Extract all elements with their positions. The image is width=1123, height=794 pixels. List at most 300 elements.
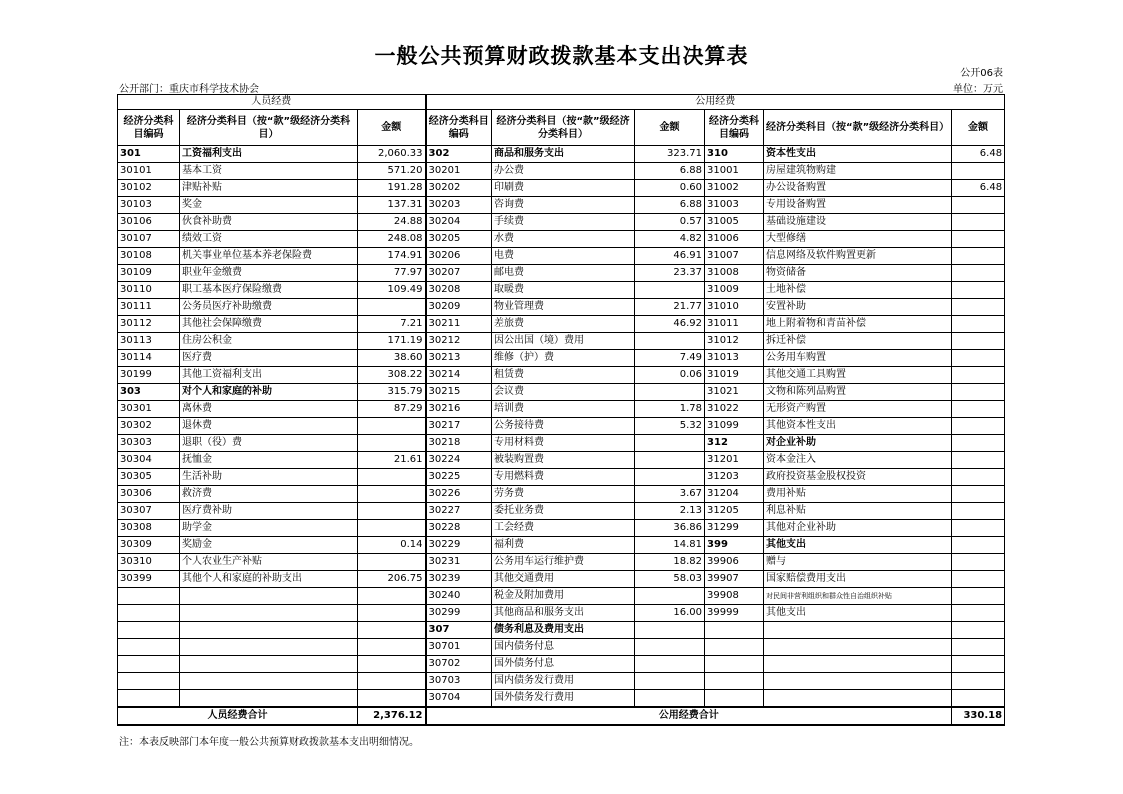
cell-name: 其他交通费用 xyxy=(492,571,635,588)
cell-amount xyxy=(952,282,1005,299)
cell-amount: 6.88 xyxy=(635,197,705,214)
cell-code: 30227 xyxy=(426,503,492,520)
table-row xyxy=(118,418,1005,435)
cell-amount: 6.48 xyxy=(952,146,1005,163)
cell-amount xyxy=(635,282,705,299)
table-row xyxy=(118,435,1005,452)
cell-amount: 23.37 xyxy=(635,265,705,282)
section-personnel: 人员经费 xyxy=(118,95,426,110)
table-row xyxy=(118,571,1005,588)
cell-name: 职工基本医疗保险缴费 xyxy=(180,282,358,299)
cell-code: 31007 xyxy=(705,248,764,265)
cell-amount xyxy=(952,622,1005,639)
table-row xyxy=(118,452,1005,469)
cell-name: 政府投资基金股权投资 xyxy=(764,469,952,486)
cell-code: 303 xyxy=(118,384,180,401)
cell-amount xyxy=(952,605,1005,622)
cell-code: 307 xyxy=(426,622,492,639)
table-row xyxy=(118,622,1005,639)
cell-name: 咨询费 xyxy=(492,197,635,214)
cell-code: 31022 xyxy=(705,401,764,418)
cell-code: 39908 xyxy=(705,588,764,605)
cell-amount: 21.61 xyxy=(358,452,426,469)
cell-code: 30306 xyxy=(118,486,180,503)
cell-amount xyxy=(952,656,1005,673)
cell-amount: 58.03 xyxy=(635,571,705,588)
table-row xyxy=(118,673,1005,690)
cell-name: 退职（役）费 xyxy=(180,435,358,452)
cell-code: 31001 xyxy=(705,163,764,180)
cell-amount xyxy=(358,469,426,486)
cell-code: 30208 xyxy=(426,282,492,299)
cell-amount xyxy=(952,418,1005,435)
cell-name: 公务接待费 xyxy=(492,418,635,435)
table-row xyxy=(118,605,1005,622)
cell-code: 30212 xyxy=(426,333,492,350)
cell-code: 30103 xyxy=(118,197,180,214)
cell-amount xyxy=(952,673,1005,690)
cell-code: 399 xyxy=(705,537,764,554)
cell-code: 31021 xyxy=(705,384,764,401)
cell-amount: 5.32 xyxy=(635,418,705,435)
cell-code: 30310 xyxy=(118,554,180,571)
cell-amount xyxy=(952,554,1005,571)
cell-name: 国内债务发行费用 xyxy=(492,673,635,690)
cell-code: 30239 xyxy=(426,571,492,588)
table-row xyxy=(118,537,1005,554)
cell-amount xyxy=(358,520,426,537)
footnote: 注：本表反映部门本年度一般公共预算财政拨款基本支出明细情况。 xyxy=(119,737,419,748)
col-code-header: 经济分类科目编码 xyxy=(118,110,180,146)
cell-code: 31299 xyxy=(705,520,764,537)
cell-amount xyxy=(358,605,426,622)
cell-code xyxy=(705,673,764,690)
cell-name: 其他工资福利支出 xyxy=(180,367,358,384)
cell-amount xyxy=(952,231,1005,248)
column-header-row xyxy=(118,110,1005,146)
cell-amount xyxy=(952,690,1005,708)
cell-code: 30204 xyxy=(426,214,492,231)
cell-amount xyxy=(952,537,1005,554)
cell-amount xyxy=(358,622,426,639)
cell-code: 30215 xyxy=(426,384,492,401)
cell-amount: 323.71 xyxy=(635,146,705,163)
cell-code: 30112 xyxy=(118,316,180,333)
cell-code: 30207 xyxy=(426,265,492,282)
cell-code: 30305 xyxy=(118,469,180,486)
cell-code: 30299 xyxy=(426,605,492,622)
cell-code: 30304 xyxy=(118,452,180,469)
cell-amount: 308.22 xyxy=(358,367,426,384)
cell-amount: 248.08 xyxy=(358,231,426,248)
cell-amount: 38.60 xyxy=(358,350,426,367)
cell-code: 39999 xyxy=(705,605,764,622)
table-row xyxy=(118,163,1005,180)
table-row xyxy=(118,639,1005,656)
cell-amount xyxy=(952,333,1005,350)
cell-name: 办公设备购置 xyxy=(764,180,952,197)
cell-code: 39906 xyxy=(705,554,764,571)
cell-name xyxy=(180,673,358,690)
cell-name: 国外债务付息 xyxy=(492,656,635,673)
cell-name: 国外债务发行费用 xyxy=(492,690,635,708)
cell-name: 对个人和家庭的补助 xyxy=(180,384,358,401)
cell-name: 职业年金缴费 xyxy=(180,265,358,282)
cell-name: 拆迁补偿 xyxy=(764,333,952,350)
cell-name: 奖金 xyxy=(180,197,358,214)
cell-name: 租赁费 xyxy=(492,367,635,384)
cell-amount: 14.81 xyxy=(635,537,705,554)
cell-code: 302 xyxy=(426,146,492,163)
cell-name: 公务员医疗补助缴费 xyxy=(180,299,358,316)
cell-amount: 2.13 xyxy=(635,503,705,520)
cell-code: 310 xyxy=(705,146,764,163)
cell-name: 专用材料费 xyxy=(492,435,635,452)
cell-amount: 21.77 xyxy=(635,299,705,316)
cell-name: 绩效工资 xyxy=(180,231,358,248)
cell-code: 30110 xyxy=(118,282,180,299)
cell-name: 因公出国（境）费用 xyxy=(492,333,635,350)
cell-amount xyxy=(952,367,1005,384)
cell-code: 30225 xyxy=(426,469,492,486)
cell-code: 30307 xyxy=(118,503,180,520)
cell-code: 30108 xyxy=(118,248,180,265)
cell-name: 办公费 xyxy=(492,163,635,180)
cell-amount: 191.28 xyxy=(358,180,426,197)
cell-name xyxy=(180,690,358,708)
cell-amount: 77.97 xyxy=(358,265,426,282)
table-row xyxy=(118,214,1005,231)
cell-code: 30703 xyxy=(426,673,492,690)
cell-amount xyxy=(635,435,705,452)
cell-name: 其他交通工具购置 xyxy=(764,367,952,384)
cell-name: 其他商品和服务支出 xyxy=(492,605,635,622)
cell-amount xyxy=(358,588,426,605)
table-body xyxy=(118,146,1005,708)
cell-code: 30229 xyxy=(426,537,492,554)
cell-name: 工资福利支出 xyxy=(180,146,358,163)
cell-amount: 36.86 xyxy=(635,520,705,537)
cell-name: 专用燃料费 xyxy=(492,469,635,486)
cell-name xyxy=(180,656,358,673)
cell-amount: 171.19 xyxy=(358,333,426,350)
cell-name: 电费 xyxy=(492,248,635,265)
cell-amount xyxy=(358,299,426,316)
cell-amount: 87.29 xyxy=(358,401,426,418)
cell-code: 30701 xyxy=(426,639,492,656)
cell-name: 国内债务付息 xyxy=(492,639,635,656)
cell-code xyxy=(118,588,180,605)
cell-name: 房屋建筑物购建 xyxy=(764,163,952,180)
cell-code xyxy=(118,673,180,690)
table-row xyxy=(118,367,1005,384)
cell-name: 个人农业生产补贴 xyxy=(180,554,358,571)
cell-code xyxy=(118,690,180,708)
cell-amount: 24.88 xyxy=(358,214,426,231)
cell-code: 30226 xyxy=(426,486,492,503)
cell-code: 30216 xyxy=(426,401,492,418)
cell-name: 津贴补贴 xyxy=(180,180,358,197)
cell-amount xyxy=(952,486,1005,503)
total-row xyxy=(118,707,1005,725)
table-row xyxy=(118,231,1005,248)
expenditure-table xyxy=(117,94,1005,726)
table-row xyxy=(118,384,1005,401)
cell-name: 邮电费 xyxy=(492,265,635,282)
col-amount-header: 金额 xyxy=(358,110,426,146)
cell-code: 30107 xyxy=(118,231,180,248)
cell-code: 31003 xyxy=(705,197,764,214)
cell-amount: 206.75 xyxy=(358,571,426,588)
cell-amount xyxy=(952,520,1005,537)
total-public-label: 公用经费合计 xyxy=(426,707,952,725)
cell-code: 30206 xyxy=(426,248,492,265)
cell-amount: 109.49 xyxy=(358,282,426,299)
cell-code xyxy=(118,622,180,639)
cell-name: 委托业务费 xyxy=(492,503,635,520)
cell-code: 30228 xyxy=(426,520,492,537)
cell-code: 30240 xyxy=(426,588,492,605)
cell-name: 退休费 xyxy=(180,418,358,435)
cell-name xyxy=(764,622,952,639)
cell-name: 医疗费 xyxy=(180,350,358,367)
cell-name: 公务用车购置 xyxy=(764,350,952,367)
cell-amount: 7.21 xyxy=(358,316,426,333)
table-row xyxy=(118,180,1005,197)
table-row xyxy=(118,146,1005,163)
cell-amount: 18.82 xyxy=(635,554,705,571)
cell-name: 维修（护）费 xyxy=(492,350,635,367)
cell-name: 水费 xyxy=(492,231,635,248)
cell-name: 劳务费 xyxy=(492,486,635,503)
cell-name: 利息补贴 xyxy=(764,503,952,520)
cell-name: 助学金 xyxy=(180,520,358,537)
cell-amount xyxy=(635,656,705,673)
cell-name: 住房公积金 xyxy=(180,333,358,350)
cell-code: 30303 xyxy=(118,435,180,452)
cell-name xyxy=(764,656,952,673)
cell-amount xyxy=(952,197,1005,214)
cell-name: 对企业补助 xyxy=(764,435,952,452)
cell-name: 资本金注入 xyxy=(764,452,952,469)
cell-code: 31203 xyxy=(705,469,764,486)
cell-amount xyxy=(635,673,705,690)
cell-amount xyxy=(635,690,705,708)
cell-amount xyxy=(952,639,1005,656)
cell-name: 地上附着物和青苗补偿 xyxy=(764,316,952,333)
cell-code xyxy=(705,690,764,708)
cell-amount xyxy=(952,588,1005,605)
cell-code: 30113 xyxy=(118,333,180,350)
cell-name: 其他支出 xyxy=(764,537,952,554)
cell-name: 文物和陈列品购置 xyxy=(764,384,952,401)
cell-code xyxy=(118,656,180,673)
cell-code: 31019 xyxy=(705,367,764,384)
cell-amount: 6.88 xyxy=(635,163,705,180)
cell-name: 其他社会保障缴费 xyxy=(180,316,358,333)
cell-amount: 174.91 xyxy=(358,248,426,265)
cell-name xyxy=(764,690,952,708)
page-title: 一般公共预算财政拨款基本支出决算表 xyxy=(374,43,749,68)
cell-amount: 7.49 xyxy=(635,350,705,367)
cell-code: 30231 xyxy=(426,554,492,571)
cell-name: 安置补助 xyxy=(764,299,952,316)
table-row xyxy=(118,333,1005,350)
cell-name: 专用设备购置 xyxy=(764,197,952,214)
cell-name: 土地补偿 xyxy=(764,282,952,299)
section-public: 公用经费 xyxy=(426,95,1005,110)
table-row xyxy=(118,282,1005,299)
cell-code: 31099 xyxy=(705,418,764,435)
cell-code: 30218 xyxy=(426,435,492,452)
cell-amount: 0.57 xyxy=(635,214,705,231)
cell-code: 312 xyxy=(705,435,764,452)
cell-amount: 46.92 xyxy=(635,316,705,333)
cell-code: 30704 xyxy=(426,690,492,708)
col-code-header: 经济分类科目编码 xyxy=(705,110,764,146)
cell-name: 印刷费 xyxy=(492,180,635,197)
cell-amount: 315.79 xyxy=(358,384,426,401)
table-row xyxy=(118,690,1005,708)
cell-amount: 46.91 xyxy=(635,248,705,265)
cell-name: 手续费 xyxy=(492,214,635,231)
cell-amount xyxy=(952,214,1005,231)
col-amount-header: 金额 xyxy=(952,110,1005,146)
cell-code: 30106 xyxy=(118,214,180,231)
cell-amount xyxy=(358,639,426,656)
cell-amount xyxy=(358,486,426,503)
cell-amount xyxy=(952,452,1005,469)
cell-name: 其他支出 xyxy=(764,605,952,622)
table-row xyxy=(118,520,1005,537)
cell-amount xyxy=(952,265,1005,282)
cell-amount xyxy=(952,571,1005,588)
section-header-row xyxy=(118,95,1005,110)
cell-name: 债务利息及费用支出 xyxy=(492,622,635,639)
cell-amount xyxy=(635,639,705,656)
cell-amount: 0.14 xyxy=(358,537,426,554)
cell-amount xyxy=(952,503,1005,520)
cell-code: 30301 xyxy=(118,401,180,418)
cell-name: 国家赔偿费用支出 xyxy=(764,571,952,588)
cell-name xyxy=(180,639,358,656)
table-row xyxy=(118,350,1005,367)
cell-amount: 2,060.33 xyxy=(358,146,426,163)
table-row xyxy=(118,486,1005,503)
col-name-header: 经济分类科目（按“款”级经济分类科目） xyxy=(180,110,358,146)
cell-code: 30101 xyxy=(118,163,180,180)
cell-code: 30114 xyxy=(118,350,180,367)
cell-amount: 0.60 xyxy=(635,180,705,197)
cell-amount xyxy=(635,622,705,639)
cell-name: 物业管理费 xyxy=(492,299,635,316)
cell-code: 30217 xyxy=(426,418,492,435)
cell-name: 大型修缮 xyxy=(764,231,952,248)
cell-code: 31006 xyxy=(705,231,764,248)
cell-name xyxy=(764,673,952,690)
cell-code xyxy=(118,639,180,656)
cell-code: 31012 xyxy=(705,333,764,350)
col-code-header: 经济分类科目编码 xyxy=(426,110,492,146)
cell-amount xyxy=(952,435,1005,452)
cell-name xyxy=(180,588,358,605)
cell-code xyxy=(705,622,764,639)
cell-amount xyxy=(358,503,426,520)
cell-code: 30308 xyxy=(118,520,180,537)
cell-name: 福利费 xyxy=(492,537,635,554)
cell-code: 31205 xyxy=(705,503,764,520)
cell-name: 培训费 xyxy=(492,401,635,418)
cell-name: 其他对企业补助 xyxy=(764,520,952,537)
cell-code: 31005 xyxy=(705,214,764,231)
cell-name: 其他资本性支出 xyxy=(764,418,952,435)
table-row xyxy=(118,656,1005,673)
cell-name xyxy=(764,639,952,656)
cell-amount xyxy=(358,435,426,452)
col-name-header: 经济分类科目（按“款”级经济分类科目） xyxy=(492,110,635,146)
table-row xyxy=(118,197,1005,214)
cell-name: 伙食补助费 xyxy=(180,214,358,231)
cell-code: 301 xyxy=(118,146,180,163)
cell-code: 30201 xyxy=(426,163,492,180)
cell-code xyxy=(118,605,180,622)
cell-name: 会议费 xyxy=(492,384,635,401)
cell-amount xyxy=(952,384,1005,401)
cell-code: 31002 xyxy=(705,180,764,197)
cell-amount xyxy=(952,469,1005,486)
cell-amount xyxy=(635,384,705,401)
cell-code xyxy=(705,656,764,673)
cell-name: 费用补贴 xyxy=(764,486,952,503)
cell-name: 税金及附加费用 xyxy=(492,588,635,605)
cell-code: 31013 xyxy=(705,350,764,367)
cell-amount xyxy=(635,452,705,469)
cell-name xyxy=(180,622,358,639)
cell-name: 其他个人和家庭的补助支出 xyxy=(180,571,358,588)
cell-code: 30214 xyxy=(426,367,492,384)
cell-amount xyxy=(635,469,705,486)
cell-code: 31008 xyxy=(705,265,764,282)
form-code: 公开06表 xyxy=(960,68,1003,79)
cell-name: 医疗费补助 xyxy=(180,503,358,520)
total-public-value: 330.18 xyxy=(952,707,1005,725)
cell-code: 30203 xyxy=(426,197,492,214)
cell-name xyxy=(180,605,358,622)
cell-amount: 1.78 xyxy=(635,401,705,418)
cell-code: 30399 xyxy=(118,571,180,588)
cell-code xyxy=(705,639,764,656)
cell-name: 商品和服务支出 xyxy=(492,146,635,163)
table-row xyxy=(118,248,1005,265)
cell-code: 30309 xyxy=(118,537,180,554)
cell-code: 30213 xyxy=(426,350,492,367)
cell-amount xyxy=(952,299,1005,316)
cell-name: 机关事业单位基本养老保险费 xyxy=(180,248,358,265)
cell-name: 工会经费 xyxy=(492,520,635,537)
cell-name: 信息网络及软件购置更新 xyxy=(764,248,952,265)
cell-amount xyxy=(952,248,1005,265)
cell-amount xyxy=(952,316,1005,333)
total-personnel-value: 2,376.12 xyxy=(358,707,426,725)
table-row xyxy=(118,265,1005,282)
cell-name: 抚恤金 xyxy=(180,452,358,469)
cell-name: 取暖费 xyxy=(492,282,635,299)
cell-amount: 6.48 xyxy=(952,180,1005,197)
cell-code: 30224 xyxy=(426,452,492,469)
total-personnel-label: 人员经费合计 xyxy=(118,707,358,725)
cell-amount xyxy=(952,350,1005,367)
cell-amount xyxy=(635,588,705,605)
